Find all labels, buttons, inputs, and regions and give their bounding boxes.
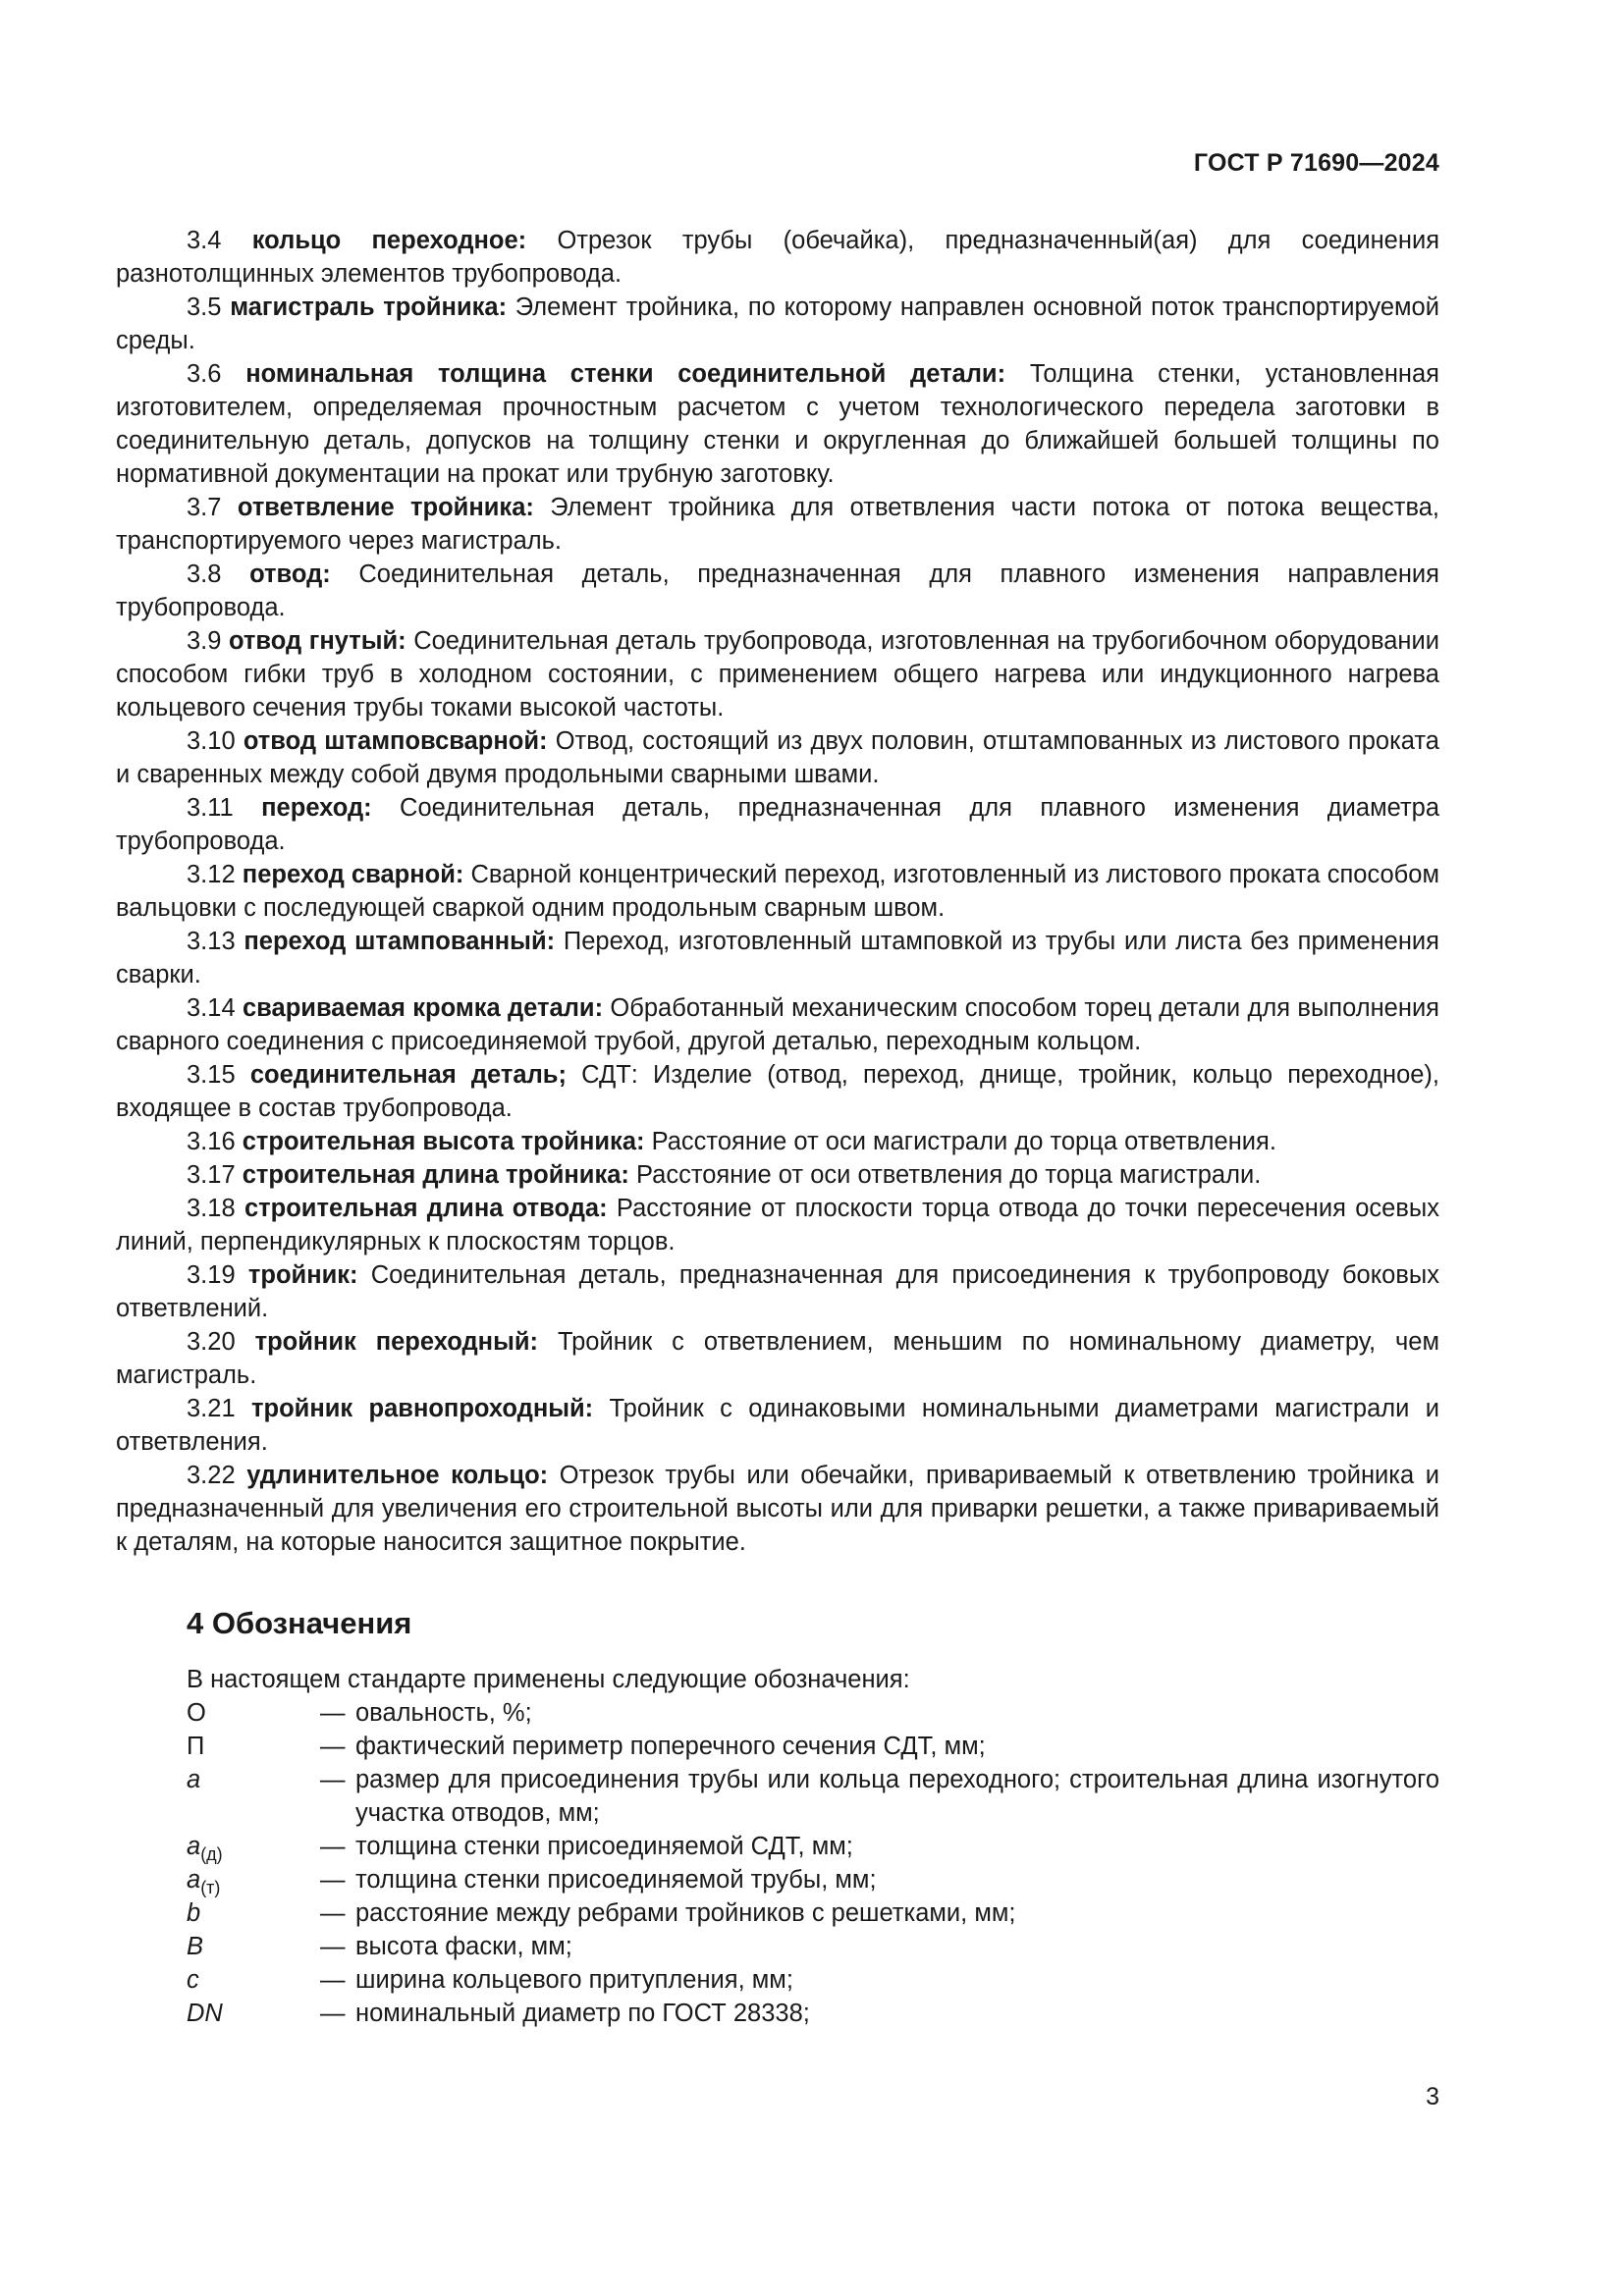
definition-text: Тройник с ответвлением, меньшим по номинальному диаметру, чем магистраль. <box>116 1328 1439 1389</box>
definition-item <box>116 491 1439 558</box>
definition-text: Элемент тройника для ответвления части потока от потока вещества, транспортируемого через магистраль. <box>116 494 1439 555</box>
symbol-description: толщина стенки присоединяемой СДТ, мм; <box>355 1833 853 1860</box>
definition-number: 3.16 <box>187 1128 236 1155</box>
definition-term: отвод штамповсварной: <box>243 727 548 755</box>
definition-text: Сварной концентрический переход, изготовленный из листового проката способом вальцовки с последующей сваркой одним продольным сварным швом. <box>116 861 1439 922</box>
definition-item <box>116 1459 1439 1559</box>
definition-term: тройник: <box>247 1261 358 1289</box>
symbol-row <box>187 1696 1439 1730</box>
symbol-main: B <box>187 1933 204 1960</box>
symbol-dash: — <box>320 1866 346 1894</box>
definition-item <box>116 1192 1439 1258</box>
definition-text: Тройник с одинаковыми номинальными диаметрами магистрали и ответвления. <box>116 1395 1439 1456</box>
page-number: 3 <box>1426 2083 1439 2110</box>
definition-item <box>116 858 1439 925</box>
symbol-main: b <box>187 1899 201 1927</box>
section-4-title: 4 Обозначения <box>187 1606 412 1640</box>
symbol-row <box>187 1830 1439 1863</box>
document-header: ГОСТ Р 71690—2024 <box>1193 149 1439 177</box>
definition-text: Переход, изготовленный штамповкой из трубы или листа без применения сварки. <box>116 928 1439 988</box>
definition-number: 3.12 <box>187 861 236 888</box>
definition-number: 3.6 <box>187 360 222 388</box>
definition-term: удлинительное кольцо: <box>246 1462 549 1489</box>
definition-number: 3.19 <box>187 1261 236 1289</box>
definition-term: отвод: <box>249 561 331 588</box>
definition-item <box>116 1392 1439 1459</box>
definition-item <box>116 724 1439 791</box>
definition-term: тройник равнопроходный: <box>251 1395 594 1422</box>
definition-number: 3.4 <box>187 227 222 254</box>
definition-number: 3.15 <box>187 1061 236 1089</box>
symbol-row <box>187 1730 1439 1763</box>
definition-term: переход: <box>261 794 372 822</box>
definition-text: Расстояние от оси магистрали до торца ответвления. <box>651 1128 1276 1155</box>
definition-term: номинальная толщина стенки соединительной детали: <box>245 360 1006 388</box>
symbol-row <box>187 1863 1439 1896</box>
definition-term: отвод гнутый: <box>228 627 406 655</box>
definition-number: 3.17 <box>187 1161 236 1189</box>
definition-number: 3.8 <box>187 561 222 588</box>
symbol <box>187 1896 320 1930</box>
definition-item <box>116 357 1439 491</box>
symbol-main: О <box>187 1699 206 1727</box>
definition-term: переход сварной: <box>242 861 464 888</box>
definition-text: Отрезок трубы (обечайка), предназначенный(ая) для соединения разнотолщинных элементов трубопровода. <box>116 227 1439 288</box>
symbol-row <box>187 1763 1439 1830</box>
definition-item <box>116 925 1439 991</box>
definition-term: переход штампованный: <box>244 928 556 955</box>
definition-text: Соединительная деталь трубопровода, изготовленная на трубогибочном оборудовании способом гибки труб в холодном состоянии, с применением общего нагрева или индукционного нагрева кольцевого сечения трубы токами высокой частоты. <box>116 627 1439 721</box>
symbol <box>187 1930 320 1963</box>
symbol-dash: — <box>320 1933 346 1960</box>
definition-item <box>116 624 1439 724</box>
symbol-main: c <box>187 1966 199 1994</box>
definition-term: тройник переходный: <box>254 1328 539 1356</box>
definition-text: Отвод, состоящий из двух половин, отштампованных из листового проката и сваренных между собой двумя продольными сварными швами. <box>116 727 1439 788</box>
definition-item <box>116 1158 1439 1192</box>
symbol-main: a <box>187 1866 201 1894</box>
definition-number: 3.11 <box>187 794 234 822</box>
symbols-list <box>116 1696 1439 2030</box>
symbol-subscript: (д) <box>200 1844 223 1864</box>
symbol-description: ширина кольцевого притупления, мм; <box>355 1966 793 1994</box>
symbol-description: размер для присоединения трубы или кольца переходного; строительная длина изогнутого участка отводов, мм; <box>355 1766 1439 1827</box>
symbol <box>187 1763 320 1830</box>
symbol-description: расстояние между ребрами тройников с решетками, мм; <box>355 1899 1016 1927</box>
symbol-main: a <box>187 1766 201 1793</box>
symbol-main: a <box>187 1833 201 1860</box>
symbol <box>187 1730 320 1763</box>
symbol <box>187 1830 320 1863</box>
definition-number: 3.13 <box>187 928 236 955</box>
symbol-dash: — <box>320 1966 346 1994</box>
symbol-main: П <box>187 1733 205 1760</box>
symbol <box>187 1963 320 1997</box>
definition-number: 3.21 <box>187 1395 236 1422</box>
definition-text: СДТ: Изделие (отвод, переход, днище, тройник, кольцо переходное), входящее в состав трубопровода. <box>116 1061 1440 1122</box>
definition-text: Толщина стенки, установленная изготовителем, определяемая прочностным расчетом с учетом технологического передела заготовки в соединительную деталь, допусков на толщину стенки и округленная до ближайшей большей толщины по нормативной документации на прокат или трубную заготовку. <box>116 360 1439 488</box>
symbol-dash: — <box>320 1899 346 1927</box>
definition-text: Соединительная деталь, предназначенная для плавного изменения диаметра трубопровода. <box>116 794 1439 855</box>
symbol-row <box>187 1896 1439 1930</box>
symbol-dash: — <box>320 2000 346 2027</box>
definition-item <box>116 1058 1439 1125</box>
symbol-subscript: (т) <box>200 1878 221 1897</box>
symbol-dash: — <box>320 1833 346 1860</box>
symbol <box>187 1696 320 1730</box>
definition-number: 3.18 <box>187 1195 236 1222</box>
symbol-dash: — <box>320 1699 346 1727</box>
symbol-dash: — <box>320 1766 346 1793</box>
definition-term: магистраль тройника: <box>230 294 508 321</box>
definition-number: 3.22 <box>187 1462 236 1489</box>
definition-number: 3.14 <box>187 994 236 1022</box>
definition-item <box>116 558 1439 624</box>
definition-text: Расстояние от плоскости торца отвода до точки пересечения осевых линий, перпендикулярных к плоскостям торцов. <box>116 1195 1439 1255</box>
definition-number: 3.10 <box>187 727 236 755</box>
section-4-intro: В настоящем стандарте применены следующие обозначения: <box>187 1666 910 1693</box>
definition-item <box>116 291 1439 357</box>
definition-number: 3.20 <box>187 1328 236 1356</box>
definition-term: строительная длина отвода: <box>244 1195 608 1222</box>
symbol-description: фактический периметр поперечного сечения СДТ, мм; <box>355 1733 986 1760</box>
definition-text: Соединительная деталь, предназначенная для присоединения к трубопроводу боковых ответвлений. <box>116 1261 1439 1322</box>
page-content <box>116 224 1439 2030</box>
definition-number: 3.9 <box>187 627 222 655</box>
symbol-description: толщина стенки присоединяемой трубы, мм; <box>355 1866 877 1894</box>
definition-term: строительная длина тройника: <box>242 1161 629 1189</box>
definition-item <box>116 991 1439 1058</box>
definition-text: Отрезок трубы или обечайки, привариваемый к ответвлению тройника и предназначенный для увеличения его строительной высоты или для приварки решетки, а также привариваемый к деталям, на которые наносится защитное покрытие. <box>116 1462 1439 1556</box>
definition-text: Элемент тройника, по которому направлен основной поток транспортируемой среды. <box>116 294 1439 354</box>
definition-text: Соединительная деталь, предназначенная для плавного изменения направления трубопровода. <box>116 561 1439 621</box>
definition-number: 3.7 <box>187 494 222 521</box>
definition-term: свариваемая кромка детали: <box>243 994 604 1022</box>
definition-item <box>116 1325 1439 1392</box>
definition-item <box>116 1125 1439 1158</box>
symbol-description: номинальный диаметр по ГОСТ 28338; <box>355 2000 810 2027</box>
definition-item <box>116 791 1439 858</box>
symbol-description: высота фаски, мм; <box>355 1933 572 1960</box>
symbol <box>187 1997 320 2030</box>
definition-term: строительная высота тройника: <box>242 1128 645 1155</box>
definition-term: кольцо переходное: <box>251 227 527 254</box>
symbol <box>187 1863 320 1896</box>
symbol-row <box>187 1997 1439 2030</box>
definition-text: Расстояние от оси ответвления до торца магистрали. <box>635 1161 1262 1189</box>
symbol-dash: — <box>320 1733 346 1760</box>
symbol-row <box>187 1963 1439 1997</box>
symbol-row <box>187 1930 1439 1963</box>
definition-number: 3.5 <box>187 294 222 321</box>
definition-text: Обработанный механическим способом торец детали для выполнения сварного соединения с присоединяемой трубой, другой деталью, переходным кольцом. <box>116 994 1439 1055</box>
definition-item <box>116 1258 1439 1325</box>
symbol-main: DN <box>187 2000 223 2027</box>
symbol-description: овальность, %; <box>355 1699 532 1727</box>
definition-term: ответвление тройника: <box>237 494 534 521</box>
definition-item <box>116 224 1439 291</box>
definitions-list <box>116 224 1439 1559</box>
definition-term: соединительная деталь; <box>249 1061 567 1089</box>
